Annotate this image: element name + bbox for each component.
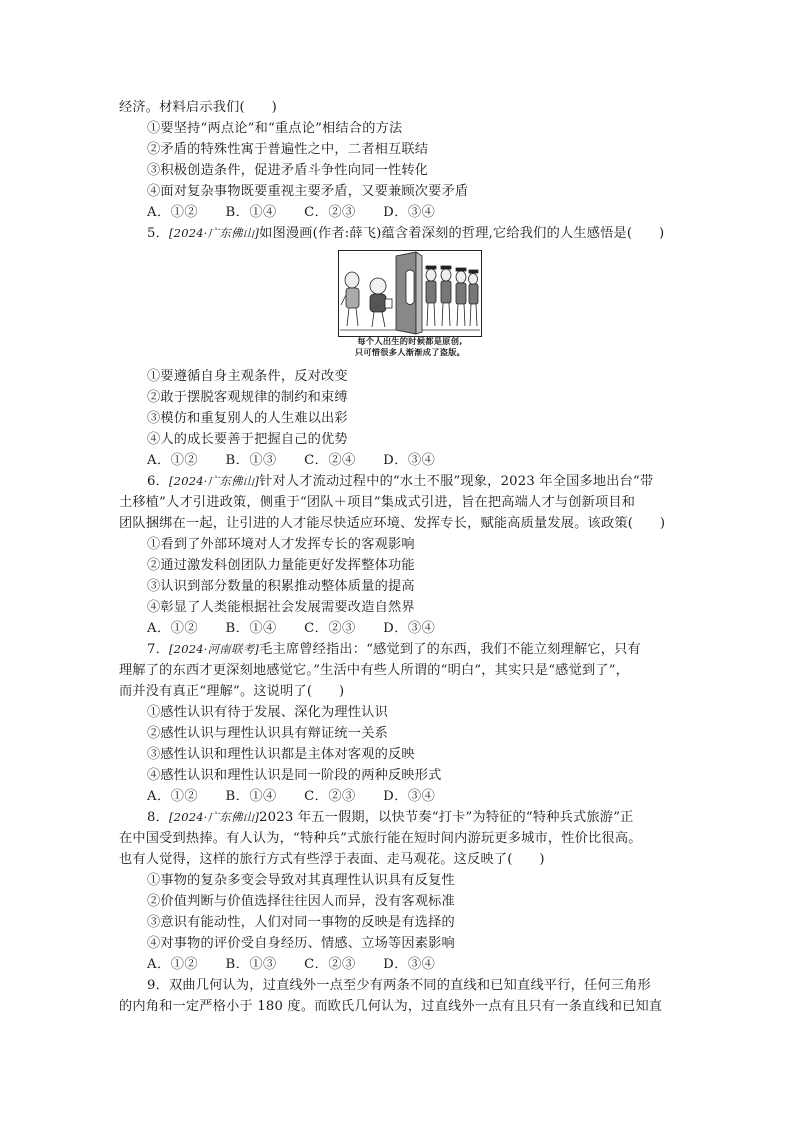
q4-option-2: ②矛盾的特殊性寓于普遍性之中，二者相互联结 (147, 142, 429, 157)
q5-source: [2024·广东佛山] (168, 226, 260, 240)
q8-option-2: ②价值判断与价值选择往往因人而异，没有客观标准 (147, 894, 455, 909)
q5-stem (147, 223, 664, 245)
q6-option-2: ②通过激发科创团队力量能更好发挥整体功能 (147, 558, 415, 573)
q6-option-3: ③认识到部分数量的积累推动整体质量的提高 (147, 579, 415, 594)
q4-option-4: ④面对复杂事物既要重视主要矛盾，又要兼顾次要矛盾 (147, 184, 469, 199)
q8-number: 8． (147, 810, 169, 825)
q5-option-4: ④人的成长要善于把握自己的优势 (147, 432, 348, 447)
q8-stem-line-2: 在中国受到热捧。有人认为，“特种兵”式旅行能在短时间内游玩更多城市，性价比很高。 (119, 831, 642, 846)
q5-option-3: ③模仿和重复别人的人生难以出彩 (147, 411, 348, 426)
q7-option-4: ④感性认识和理性认识是同一阶段的两种反映形式 (147, 768, 442, 783)
q5-number: 5． (147, 226, 169, 241)
q7-stem-line-1 (147, 639, 641, 661)
q9-stem-line-1 (147, 975, 651, 997)
q8-source: [2024·广东佛山] (168, 810, 260, 824)
q7-number: 7． (147, 642, 169, 657)
q4-option-3: ③积极创造条件，促进矛盾斗争性向同一性转化 (147, 163, 429, 178)
q6-stem-line-2: 土移植”人才引进政策，侧重于“团队＋项目”集成式引进，旨在把高端人才与创新项目和 (119, 495, 636, 510)
q7-source: [2024·河南联考] (168, 642, 260, 656)
q7-option-3: ③感性认识和理性认识都是主体对客观的反映 (147, 747, 415, 762)
comic-caption-line-1: 每个人出生的时候都是原创, (357, 336, 463, 346)
q5-option-1: ①要遵循自身主观条件，反对改变 (147, 369, 348, 384)
q4-option-1: ①要坚持“两点论”和“重点论”相结合的方法 (147, 121, 403, 136)
q4-answer-choices: A．①② B．①④ C．②③ D．③④ (147, 205, 436, 220)
q7-stem-text: 毛主席曾经指出：“感觉到了的东西，我们不能立刻理解它，只有 (259, 642, 641, 657)
q6-option-4: ④彰显了人类能根据社会发展需要改造自然界 (147, 600, 415, 615)
q8-stem-line-1 (147, 807, 634, 829)
q6-source: [2024·广东佛山] (168, 474, 260, 488)
q7-answer-choices: A．①② B．①④ C．②③ D．③④ (147, 789, 436, 804)
q6-stem-line-3: 团队捆绑在一起，让引进的人才能尽快适应环境、发挥专长，赋能高质量发展。该政策( ) (119, 516, 666, 531)
q8-option-4: ④对事物的评价受自身经历、情感、立场等因素影响 (147, 936, 455, 951)
q9-stem-line-2: 的内角和一定严格小于 180 度。而欧氏几何认为，过直线外一点有且只有一条直线和已知直 (119, 999, 663, 1014)
q6-stem-line-1 (147, 471, 653, 493)
q7-option-2: ②感性认识与理性认识具有辩证统一关系 (147, 726, 388, 741)
q6-option-1: ①看到了外部环境对人才发挥专长的客观影响 (147, 537, 415, 552)
q8-option-1: ①事物的复杂多变会导致对其真理性认识具有反复性 (147, 873, 455, 888)
q8-stem-line-3: 也有人觉得，这样的旅行方式有些浮于表面、走马观花。这反映了( ) (119, 852, 545, 867)
q8-option-3: ③意识有能动性，人们对同一事物的反映是有选择的 (147, 915, 455, 930)
q7-option-1: ①感性认识有待于发展、深化为理性认识 (147, 705, 388, 720)
q6-number: 6． (147, 474, 169, 489)
q8-stem-text: 2023 年五一假期，以快节奏“打卡”为特征的“特种兵式旅游”正 (259, 810, 634, 825)
q7-stem-line-3: 而并没有真正“理解”。这说明了( ) (119, 684, 345, 699)
q5-option-2: ②敢于摆脱客观规律的制约和束缚 (147, 390, 348, 405)
comic-caption (338, 336, 482, 357)
q7-stem-line-2: 理解了的东西才更深刻地感觉它。”生活中有些人所谓的“明白”，其实只是“感觉到了”， (119, 663, 630, 678)
q5-answer-choices: A．①② B．①③ C．②④ D．③④ (147, 453, 436, 468)
q6-stem-text: 针对人才流动过程中的“水土不服”现象，2023 年全国多地出台“带 (259, 474, 654, 489)
q9-number: 9． (147, 978, 169, 993)
copy-door (396, 252, 422, 334)
comic-caption-line-2: 只可惜很多人渐渐成了盗版。 (354, 346, 466, 357)
q8-answer-choices: A．①② B．①③ C．②③ D．③④ (147, 957, 436, 972)
q5-stem-text: 如图漫画(作者:薛飞)蕴含着深刻的哲理,它给我们的人生感悟是( ) (259, 226, 665, 241)
q9-stem-text: 双曲几何认为，过直线外一点至少有两条不同的直线和已知直线平行，任何三角形 (168, 978, 651, 993)
q6-answer-choices: A．①② B．①④ C．②③ D．③④ (147, 621, 436, 636)
q4-stem-tail: 经济。材料启示我们( ) (119, 100, 277, 115)
